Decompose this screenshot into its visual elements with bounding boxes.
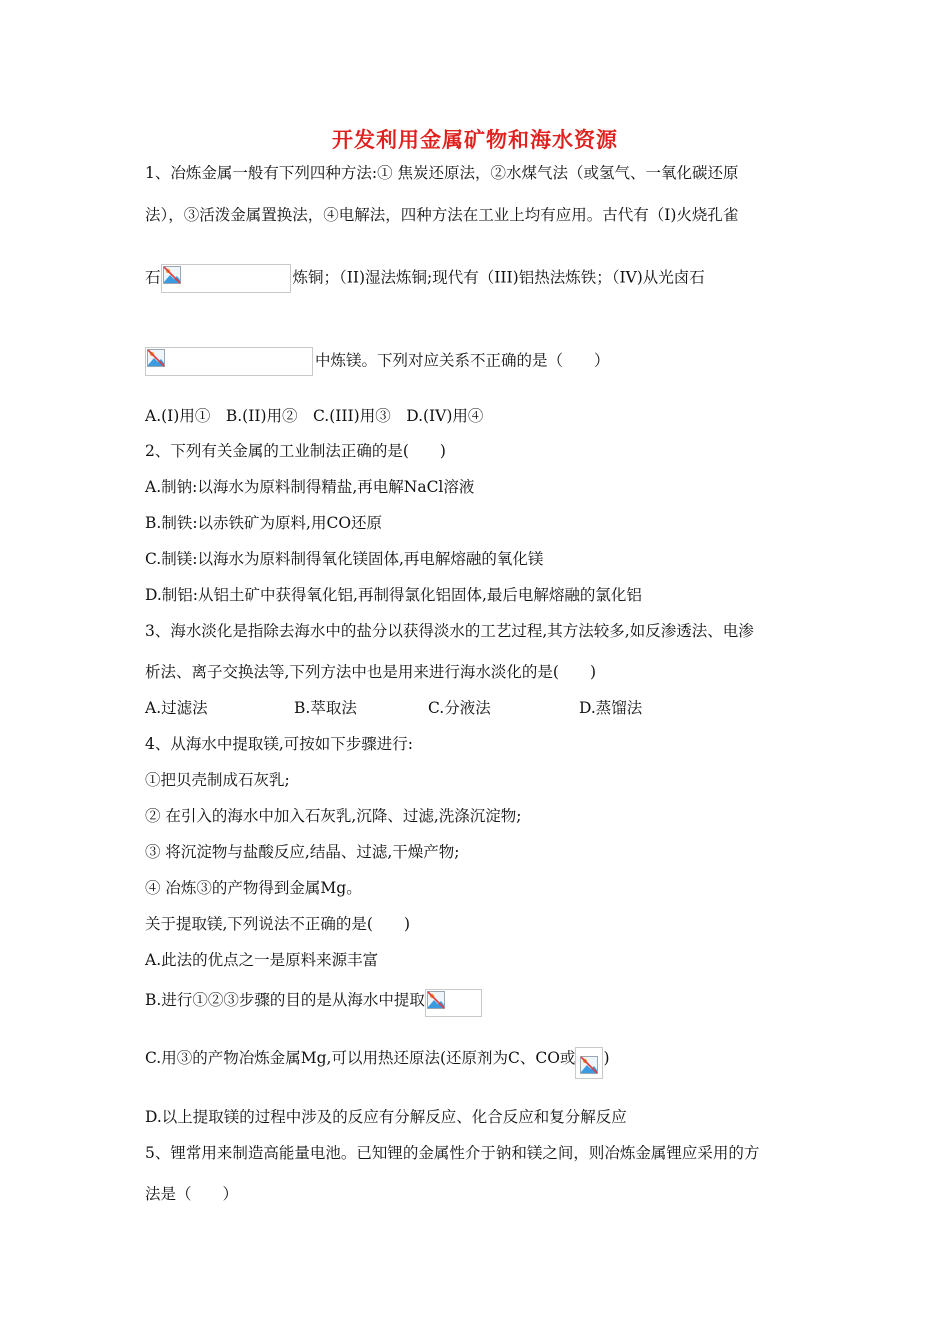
q1-line-4 xyxy=(145,347,610,376)
q1-line-3-pre: 石 xyxy=(145,268,161,287)
q4-ask: 关于提取镁,下列说法不正确的是( ) xyxy=(145,915,411,933)
q4-step-3: ③ 将沉淀物与盐酸反应,结晶、过滤,干燥产物; xyxy=(145,843,460,861)
q2-option-a: A.制钠:以海水为原料制得精盐,再电解NaCl溶液 xyxy=(145,478,475,496)
q4-step-2: ② 在引入的海水中加入石灰乳,沉降、过滤,洗涤沉淀物; xyxy=(145,807,522,825)
q4-step-1: ①把贝壳制成石灰乳; xyxy=(145,771,290,789)
q1-line-3-post: 炼铜；（II)湿法炼铜;现代有（III)铝热法炼铁；（IV)从光卤石 xyxy=(292,268,705,287)
missing-image-malachite xyxy=(161,264,291,293)
q1-options: A.(I)用① B.(II)用② C.(III)用③ D.(IV)用④ xyxy=(145,407,484,425)
q3-line-1: 3、海水淡化是指除去海水中的盐分以获得淡水的工艺过程,其方法较多,如反渗透法、电渗 xyxy=(145,622,754,640)
q4-option-b xyxy=(145,990,482,1017)
broken-image-icon xyxy=(163,266,181,284)
q2-option-b: B.制铁:以赤铁矿为原料,用CO还原 xyxy=(145,514,383,532)
q1-line-4-post: 中炼镁。下列对应关系不正确的是（ ） xyxy=(315,351,610,370)
q2-stem: 2、下列有关金属的工业制法正确的是( ) xyxy=(145,442,446,460)
q2-option-d: D.制铝:从铝土矿中获得氧化铝,再制得氯化铝固体,最后电解熔融的氯化铝 xyxy=(145,586,642,604)
q2-option-c: C.制镁:以海水为原料制得氧化镁固体,再电解熔融的氧化镁 xyxy=(145,550,544,568)
q4-step-4: ④ 冶炼③的产物得到金属Mg。 xyxy=(145,879,362,897)
q3-option-c: C.分液法 xyxy=(428,699,491,717)
q3-options xyxy=(145,698,642,718)
missing-image-carnallite xyxy=(145,347,313,376)
q3-option-b: B.萃取法 xyxy=(294,699,357,717)
missing-image-mgcl2 xyxy=(425,989,482,1017)
q5-line-2: 法是（ ） xyxy=(145,1185,239,1203)
q4-option-c-text: C.用③的产物冶炼金属Mg,可以用热还原法(还原剂为C、CO或 xyxy=(145,1049,576,1067)
q1-line-1: 1、冶炼金属一般有下列四种方法:① 焦炭还原法，②水煤气法（或氢气、一氧化碳还原 xyxy=(145,164,739,182)
q1-line-3 xyxy=(145,264,705,293)
q3-option-a: A.过滤法 xyxy=(145,699,208,717)
q4-stem: 4、从海水中提取镁,可按如下步骤进行: xyxy=(145,735,414,753)
broken-image-icon xyxy=(427,991,445,1009)
broken-image-icon xyxy=(147,349,165,367)
q5-line-1: 5、锂常用来制造高能量电池。已知锂的金属性介于钠和镁之间，则冶炼金属锂应采用的方 xyxy=(145,1144,760,1162)
q4-option-a: A.此法的优点之一是原料来源丰富 xyxy=(145,951,379,969)
q3-line-2: 析法、离子交换法等,下列方法中也是用来进行海水淡化的是( ) xyxy=(145,663,597,681)
page-title: 开发利用金属矿物和海水资源 xyxy=(332,127,618,152)
q4-option-d: D.以上提取镁的过程中涉及的反应有分解反应、化合反应和复分解反应 xyxy=(145,1108,627,1126)
q3-option-d: D.蒸馏法 xyxy=(579,699,643,717)
missing-image-h2 xyxy=(575,1047,603,1079)
q1-line-2: 法），③活泼金属置换法，④电解法，四种方法在工业上均有应用。古代有（I)火烧孔雀 xyxy=(145,206,739,224)
broken-image-icon xyxy=(580,1056,598,1074)
q4-option-c xyxy=(145,1048,610,1079)
q4-option-b-text: B.进行①②③步骤的目的是从海水中提取 xyxy=(145,991,425,1009)
q4-option-c-close: ) xyxy=(603,1049,610,1067)
